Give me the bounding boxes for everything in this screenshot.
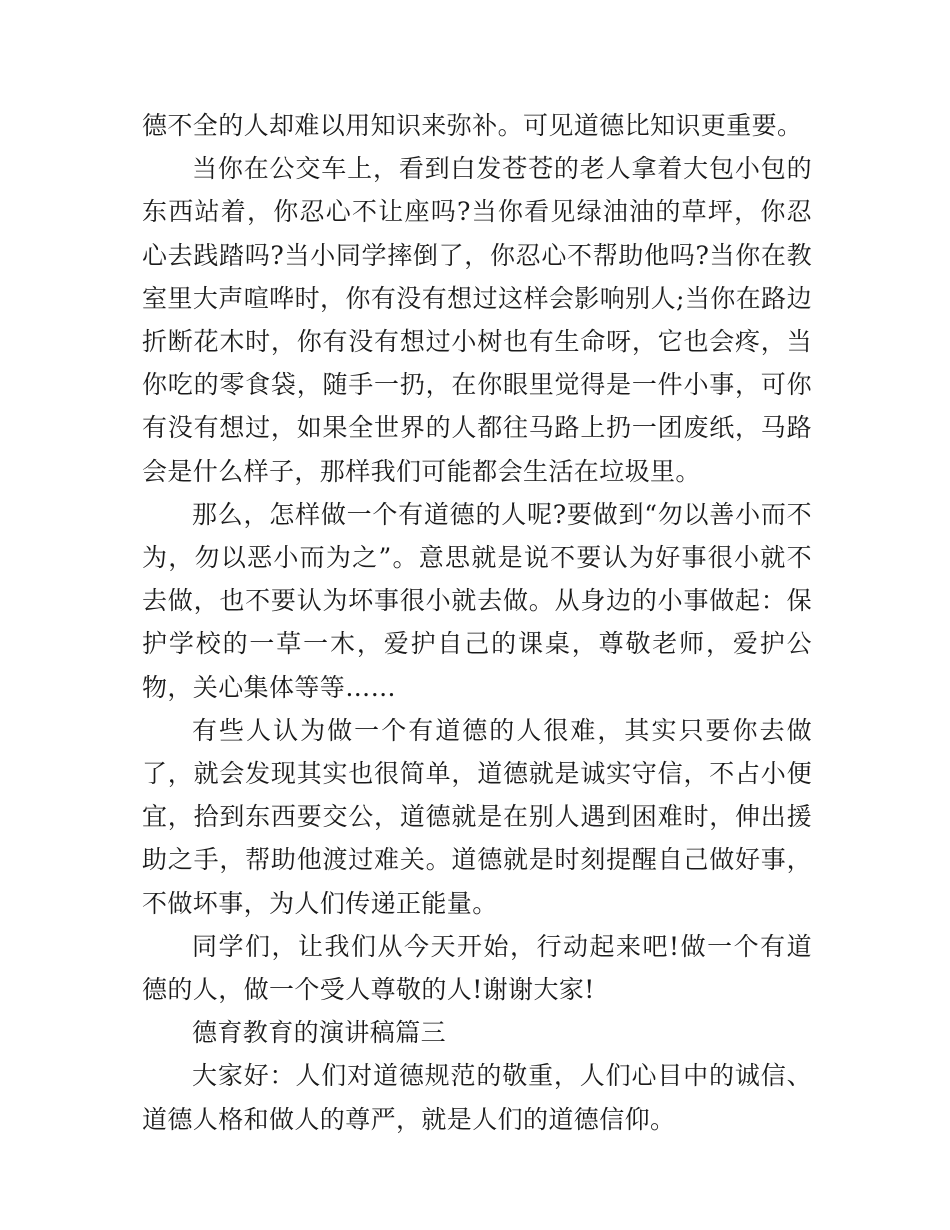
document-body — [142, 104, 812, 1141]
paragraph-6: 大家好：人们对道德规范的敬重，人们心目中的诚信、道德人格和做人的尊严，就是人们的道德信仰。 — [142, 1061, 812, 1134]
section-heading: 德育教育的演讲稿篇三 — [192, 1018, 447, 1048]
paragraph-3: 那么，怎样做一个有道德的人呢?要做到“勿以善小而不为，勿以恶小而为之”。意思就是说不要认为好事很小就不去做，也不要认为坏事很小就去做。从身边的小事做起：保护学校的一草一木，爱护自己的课桌，尊敬老师，爱护公物，关心集体等等…… — [142, 499, 812, 702]
paragraph-5: 同学们，让我们从今天开始，行动起来吧!做一个有道德的人，做一个受人尊敬的人!谢谢大家! — [142, 931, 812, 1005]
paragraph-4: 有些人认为做一个有道德的人很难，其实只要你去做了，就会发现其实也很简单，道德就是诚实守信，不占小便宜，拾到东西要交公，道德就是在别人遇到困难时，伸出援助之手，帮助他渡过难关。道德就是时刻提醒自己做好事，不做坏事，为人们传递正能量。 — [142, 715, 812, 918]
paragraph-1: 德不全的人却难以用知识来弥补。可见道德比知识更重要。 — [142, 111, 803, 140]
paragraph-2: 当你在公交车上，看到白发苍苍的老人拿着大包小包的东西站着，你忍心不让座吗?当你看见绿油油的草坪，你忍心去践踏吗?当小同学摔倒了，你忍心不帮助他吗?当你在教室里大声喧哗时，你有没有想过这样会影响别人;当你在路边折断花木时，你有没有想过小树也有生命呀，它也会疼，当你吃的零食袋，随手一扔，在你眼里觉得是一件小事，可你有没有想过，如果全世界的人都往马路上扔一团废纸，马路会是什么样子，那样我们可能都会生活在垃圾里。 — [142, 154, 812, 486]
